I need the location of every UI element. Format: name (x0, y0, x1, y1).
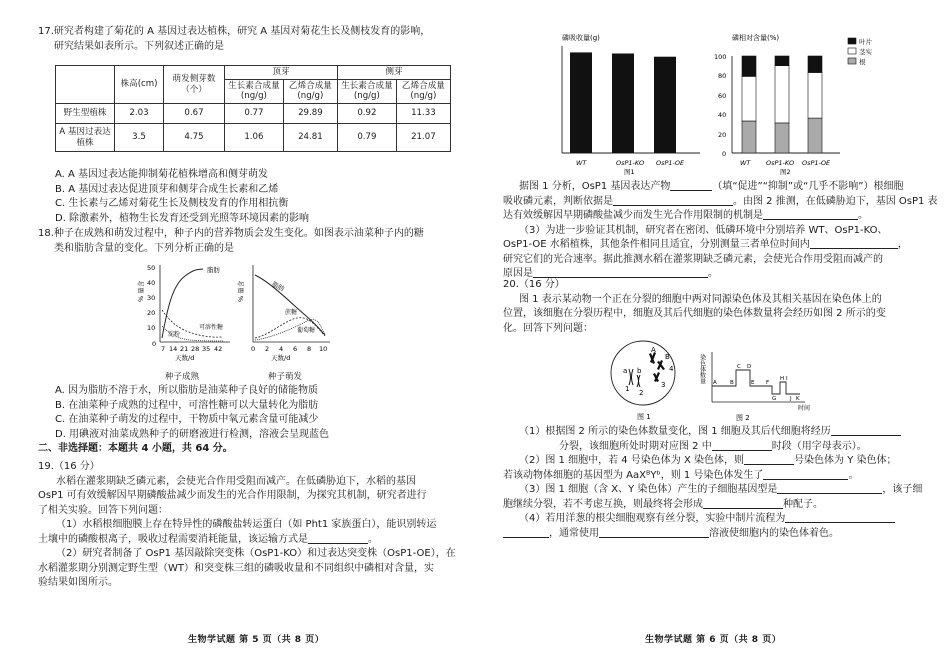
th-side-auxin: 生长素合成量(ng/g) (337, 79, 396, 103)
answer-blank[interactable] (670, 180, 712, 191)
fig1-category: WT (576, 159, 587, 167)
fig2-cell-caption: 图 2 (736, 414, 750, 422)
q19c-text: 据图 1 分析，OsP1 基因表达产物 (519, 181, 671, 192)
table-cell: 11.33 (396, 104, 450, 124)
q19-p1-line: 了相关实验。回答下列问题： (38, 504, 168, 516)
stem-segment (775, 66, 789, 123)
xtick: 10 (319, 345, 328, 353)
answer-blank[interactable] (831, 425, 901, 436)
chromosome-number: 1 (625, 385, 630, 393)
answer-blank[interactable] (744, 454, 794, 465)
fig2-ytick: 80 (718, 72, 727, 80)
stage-letter: E (751, 380, 755, 386)
th-top-bud: 顶芽 (225, 66, 338, 80)
q20-s1-line (503, 440, 933, 455)
ytick: 0 (152, 340, 157, 348)
answer-blank[interactable] (712, 440, 772, 451)
stage-letter: G (772, 396, 777, 402)
q20-s4-line (503, 512, 933, 527)
q20-text: 号染色体为 Y 染色体； (794, 455, 897, 466)
chromosome-number: 4 (669, 365, 674, 373)
xtick: 14 (169, 345, 178, 353)
q19c-text: OsP1-OE 水稻植株，其他条件相同且适宜，分别测量三者单位时间内 (503, 239, 810, 250)
table-cell: 0.67 (164, 104, 225, 124)
answer-blank[interactable] (777, 483, 882, 494)
q19-head: 19.（16 分） (38, 461, 100, 472)
q17-table (55, 65, 451, 152)
maturation-caption: 种子成熟 (165, 372, 200, 382)
q17-option-b[interactable]: B. A 基因过表达促进顶芽和侧芽合成生长素和乙烯 (55, 183, 279, 195)
chromosomes (649, 352, 665, 382)
gene-label: A (651, 346, 656, 354)
stage-letter: J (790, 396, 792, 402)
stem-segment (808, 72, 822, 118)
q18-option-c[interactable]: C. 在油菜种子萌发的过程中，干物质中氧元素含量可能减少 (55, 414, 319, 425)
row-name: 野生型植株 (56, 104, 115, 124)
xtick: 0 (251, 345, 256, 353)
q20-text: （2）图 1 细胞中，若 4 号染色体为 X 染色体，则 (519, 455, 745, 466)
q20-s3-line (503, 483, 933, 498)
q20 (503, 278, 933, 336)
q19-p1-line: 水稻在灌浆期缺乏磷元素，会使光合作用受阻而减产。在低磷胁迫下，水稻的基因 (56, 475, 416, 487)
th-bud-count: 萌发侧芽数（个） (164, 66, 225, 104)
q20-text: 胞继续分裂，若不考虑互换，则最终将会形成 (503, 498, 703, 510)
q20-p1-line: 位置，该细胞在分裂历程中，细胞及其后代细胞的染色体数量将会经历如图 2 所示的变 (503, 308, 886, 319)
q19c-text: 。由图 2 推测，在低磷胁迫下，基因 OsP1 表 (733, 195, 938, 207)
q17-stem-line2: 研究结果如表所示。下列叙述正确的是 (54, 40, 224, 52)
gene-label: B (665, 353, 670, 361)
root-segment (775, 123, 789, 153)
q20-text: （3）图 1 细胞（含 X、Y 染色体）产生的子细胞基因型是 (519, 484, 778, 495)
chromosome-count-chart (700, 350, 820, 425)
q20-text: 溶液使细胞内的染色体着色。 (709, 527, 839, 539)
answer-blank[interactable] (763, 209, 858, 220)
ytick: 20 (147, 309, 156, 317)
th-top-ethylene: 乙烯合成量(ng/g) (283, 79, 337, 103)
stage-letter: K (796, 396, 800, 402)
fig2-ytick: 0 (722, 150, 727, 158)
fig2-category: WT (740, 159, 751, 167)
q19c-text: 达有效缓解因早期磷酸盐减少而发生光合作用限制的机制是 (503, 210, 763, 221)
germination-ylabel: % 量含 (237, 280, 245, 302)
q17-stem (38, 25, 458, 54)
xtick: 28 (191, 345, 200, 353)
label-starch: 淀粉 (168, 331, 181, 338)
uptake-bar (612, 53, 634, 153)
gene-label: a (623, 367, 628, 375)
ytick: 30 (147, 294, 156, 302)
q20-s4-line (503, 527, 933, 542)
leaf-segment (742, 56, 756, 76)
table-cell: 24.81 (283, 124, 337, 152)
table-cell: 0.77 (225, 104, 284, 124)
q18-options (55, 384, 465, 442)
q20-text: （1）根据图 2 所示的染色体数量变化，图 1 细胞及其后代细胞将经历 (519, 426, 831, 437)
fig2-category: OsP1-KO (766, 159, 795, 167)
chromosome (657, 360, 665, 370)
q19c-text: （填“促进”“抑制”或“几乎不影响”）根细胞 (712, 181, 904, 192)
legend-leaf: 叶片 (859, 38, 872, 46)
uptake-bar (570, 52, 592, 153)
q19-p3-line: 验结果如图所示。 (38, 577, 118, 588)
q19c-text: 。 (708, 268, 718, 279)
answer-blank[interactable] (785, 512, 895, 523)
q20-text: （4）若用洋葱的根尖细胞观察有丝分裂，实验中制片流程为 (519, 513, 786, 524)
q19c-line: 研究它们的光合速率。据此推测水稻在灌浆期缺乏磷元素，会使光合作用受阻而减产的 (503, 253, 883, 265)
fat-curve (162, 269, 203, 338)
q19c-text: 吸收磷元素，判断依据是 (503, 195, 613, 207)
label-fat-germination: 脂肪 (270, 280, 286, 294)
fig1-category: OsP1-OE (656, 159, 685, 167)
stage-letter: D (747, 364, 752, 370)
fig2-bars (742, 56, 822, 153)
xtick: 2 (265, 345, 270, 353)
fig2-ytick: 20 (718, 131, 727, 139)
fat-curve-germination (255, 275, 325, 335)
q19 (38, 460, 463, 591)
q20-p1-line: 化。回答下列问题： (503, 322, 593, 334)
page-footer-right: 生物学试题 第 6 页（共 8 页） (645, 635, 782, 645)
xtick: 21 (180, 345, 189, 353)
q20-s1-line (503, 425, 933, 440)
answer-blank[interactable] (763, 469, 848, 480)
xtick: 42 (214, 345, 223, 353)
maturation-xlabel: 天数/d (175, 354, 195, 362)
q19-p1-line: OsP1 可有效缓解因早期磷酸盐减少而发生的光合作用限制，为探究其机制，研究者进行 (38, 490, 427, 501)
dividing-cell-diagram (603, 335, 693, 425)
legend-swatch-leaf (848, 38, 856, 44)
th-top-auxin: 生长素合成量(ng/g) (225, 79, 284, 103)
maturation-ylabel: % 量含 (137, 280, 145, 302)
stage-letter: B (730, 380, 734, 386)
q20-s3-line (503, 498, 933, 513)
stage-letter: F (766, 380, 770, 386)
q19c-line (503, 180, 933, 195)
q17-stem-line1: 17.研究者构建了菊花的 A 基因过表达植株，研究 A 基因对菊花生长及侧枝发育的影响， (38, 26, 431, 37)
q19-p2-line: （1）水稻根细胞膜上存在特异性的磷酸盐转运蛋白（如 Pht1 家族蛋白），能识别转运 (56, 519, 437, 530)
phosphorus-uptake-chart (540, 28, 710, 178)
table-cell: 1.06 (225, 124, 284, 152)
section-heading: 二、非选择题：本题共 4 小题，共 64 分。 (38, 443, 233, 454)
xtick: 4 (279, 345, 284, 353)
right-page (475, 0, 950, 659)
chromosome (637, 375, 640, 387)
germination-caption: 种子萌发 (268, 372, 303, 382)
stage-letter: I (786, 376, 788, 382)
chromosome-number: 2 (639, 389, 644, 397)
uptake-bar (654, 57, 676, 153)
q20-text: 种配子。 (783, 498, 823, 510)
q20-s2-line (503, 454, 933, 469)
q19c-line (503, 195, 938, 210)
table-row (56, 104, 451, 124)
q19c-line (503, 238, 933, 253)
stem-segment (742, 76, 756, 121)
q20-text: 。 (848, 469, 859, 481)
table-cell: 2.03 (115, 104, 164, 124)
answer-blank[interactable] (810, 238, 898, 249)
fig2-ytick: 100 (714, 53, 727, 61)
q19c-line (503, 209, 933, 224)
xtick: 6 (293, 345, 298, 353)
q19-p2-line: 土壤中的磷酸根离子，吸收过程需要消耗能量，该运输方式是 。 (38, 533, 378, 545)
answer-blank[interactable] (533, 267, 708, 278)
chromosome (629, 369, 633, 385)
answer-blank[interactable] (613, 195, 733, 206)
stage-letter: H (780, 376, 785, 382)
q19c-text: 原因是 (503, 268, 533, 279)
fig1-ylabel: 磷吸收量(g) (562, 34, 600, 42)
q20-text: ，该子细 (882, 484, 923, 495)
q19c-text: 。 (858, 210, 868, 221)
fig2-category: OsP1-OE (802, 159, 831, 167)
q20-text: 若该动物体细胞的基因型为 AaXᴮYᵇ，则 1 号染色体发生了 (503, 469, 764, 481)
label-sucrose: 蔗糖 (285, 309, 298, 316)
q17-option-a[interactable]: A. A 基因过表达能抑制菊花植株增高和侧芽萌发 (55, 169, 269, 180)
q17-option-d[interactable]: D. 除激素外，植物生长发育还受到光照等环境因素的影响 (55, 212, 310, 224)
q20-text: 时段（用字母表示）。 (771, 440, 867, 452)
chromosome-count-line (712, 370, 800, 394)
q19-p3-line: （2）研究者制备了 OsP1 基因敲除突变株（OsP1-KO）和过表达突变株（OsP1-OE），在 (56, 548, 456, 559)
fig2-caption: 图2 (780, 168, 791, 176)
xtick: 8 (307, 345, 312, 353)
fig1-bars (570, 52, 676, 153)
answer-blank[interactable] (703, 498, 783, 509)
legend-stem: 茎实 (859, 48, 872, 56)
legend-swatch-root (848, 58, 856, 64)
fig1-caption: 图1 (624, 168, 635, 176)
q20-text: ，通常使用 (549, 527, 599, 539)
row-name: A 基因过表达植株 (56, 124, 115, 152)
phosphorus-distribution-chart (710, 28, 885, 178)
fig1-cell-caption: 图 1 (637, 413, 651, 421)
fig2-cell-ylabel: 染色体数量 (698, 354, 706, 384)
xtick: 35 (202, 345, 211, 353)
q19c-text: ， (897, 239, 908, 250)
q17-options (55, 168, 465, 226)
legend-swatch-stem (848, 48, 856, 54)
q19c-line: （3）为进一步验证其机制，研究者在密闭、低磷环境中分别培养 WT、OsP1-KO、 (519, 224, 888, 236)
table-cell: 3.5 (115, 124, 164, 152)
q20-text: 分裂，该细胞所处时期对应图 2 中 (559, 440, 712, 452)
fig1-category: OsP1-KO (616, 159, 645, 167)
fig2-ylabel: 磷相对含量(%) (732, 34, 780, 42)
root-segment (808, 118, 822, 153)
fig2-ytick: 40 (718, 111, 727, 119)
table-cell: 4.75 (164, 124, 225, 152)
th-plant-height: 株高(cm) (115, 66, 164, 104)
answer-blank[interactable] (503, 527, 549, 538)
leaf-segment (808, 56, 822, 72)
ytick: 50 (147, 264, 156, 272)
ytick: 10 (147, 324, 156, 332)
th-side-bud: 侧芽 (337, 66, 450, 80)
th-side-ethylene: 乙烯合成量(ng/g) (396, 79, 450, 103)
fig2-ytick: 60 (718, 92, 727, 100)
q19-p2-text: 土壤中的磷酸根离子，吸收过程需要消耗能量，该运输方式是 (38, 533, 308, 545)
ytick: 40 (147, 279, 156, 287)
page-footer-left: 生物学试题 第 5 页（共 8 页） (188, 635, 325, 645)
seed-maturation-chart (135, 260, 235, 368)
q18-option-a[interactable]: A. 因为脂肪不溶于水，所以脂肪是油菜种子良好的储能物质 (55, 385, 319, 396)
answer-blank[interactable] (599, 527, 709, 538)
legend-root: 根 (859, 58, 866, 66)
q19-p3-line: 水稻灌浆期分别测定野生型（WT）和突变株三组的磷吸收量和不同组织中磷相对含量，实 (38, 562, 434, 574)
q17-option-c[interactable]: C. 生长素与乙烯对菊花生长及侧枝发育的作用相抗衡 (55, 198, 289, 209)
q18-option-b[interactable]: B. 在油菜种子成熟的过程中，可溶性糖可以大量转化为脂肪 (55, 399, 319, 411)
q18-option-d[interactable]: D. 用碘液对油菜成熟种子的研磨液进行检测，溶液会呈现蓝色 (55, 428, 330, 440)
gene-label: b (637, 367, 642, 375)
chromosome-number: 3 (661, 381, 666, 389)
q20-p1-line: 图 1 表示某动物一个正在分裂的细胞中两对同源染色体及其相关基因在染色体上的 (519, 293, 882, 305)
germination-xlabel: 天数/d (271, 354, 291, 362)
label-soluble-sugar: 可溶性糖 (199, 324, 224, 331)
label-fat: 脂肪 (207, 266, 220, 274)
table-cell: 29.89 (283, 104, 337, 124)
q18-stem (38, 227, 458, 256)
answer-blank[interactable] (308, 533, 368, 544)
q18-stem-line2: 类和脂肪含量的变化。下列分析正确的是 (54, 242, 234, 254)
table-row (56, 124, 451, 152)
label-glucose: 葡萄糖 (297, 327, 316, 334)
q20-head: 20.（16 分） (503, 279, 565, 290)
root-segment (742, 121, 756, 153)
q19-continued (503, 180, 938, 282)
q20-s2-line (503, 469, 933, 484)
stage-letter: C (737, 364, 741, 370)
fig2-cell-xlabel: 时间 (798, 405, 811, 412)
q20-subquestions (503, 425, 933, 541)
table-cell: 21.07 (396, 124, 450, 152)
chromosome (653, 372, 660, 382)
stage-letter: A (713, 380, 717, 386)
table-cell: 0.79 (337, 124, 396, 152)
xtick: 7 (161, 345, 166, 353)
q18-stem-line1: 18.种子在成熟和萌发过程中，种子内的营养物质会发生变化。如图表示油菜种子内的糖 (38, 228, 424, 239)
seed-germination-chart (235, 260, 335, 368)
leaf-segment (775, 56, 789, 66)
table-cell: 0.92 (337, 104, 396, 124)
